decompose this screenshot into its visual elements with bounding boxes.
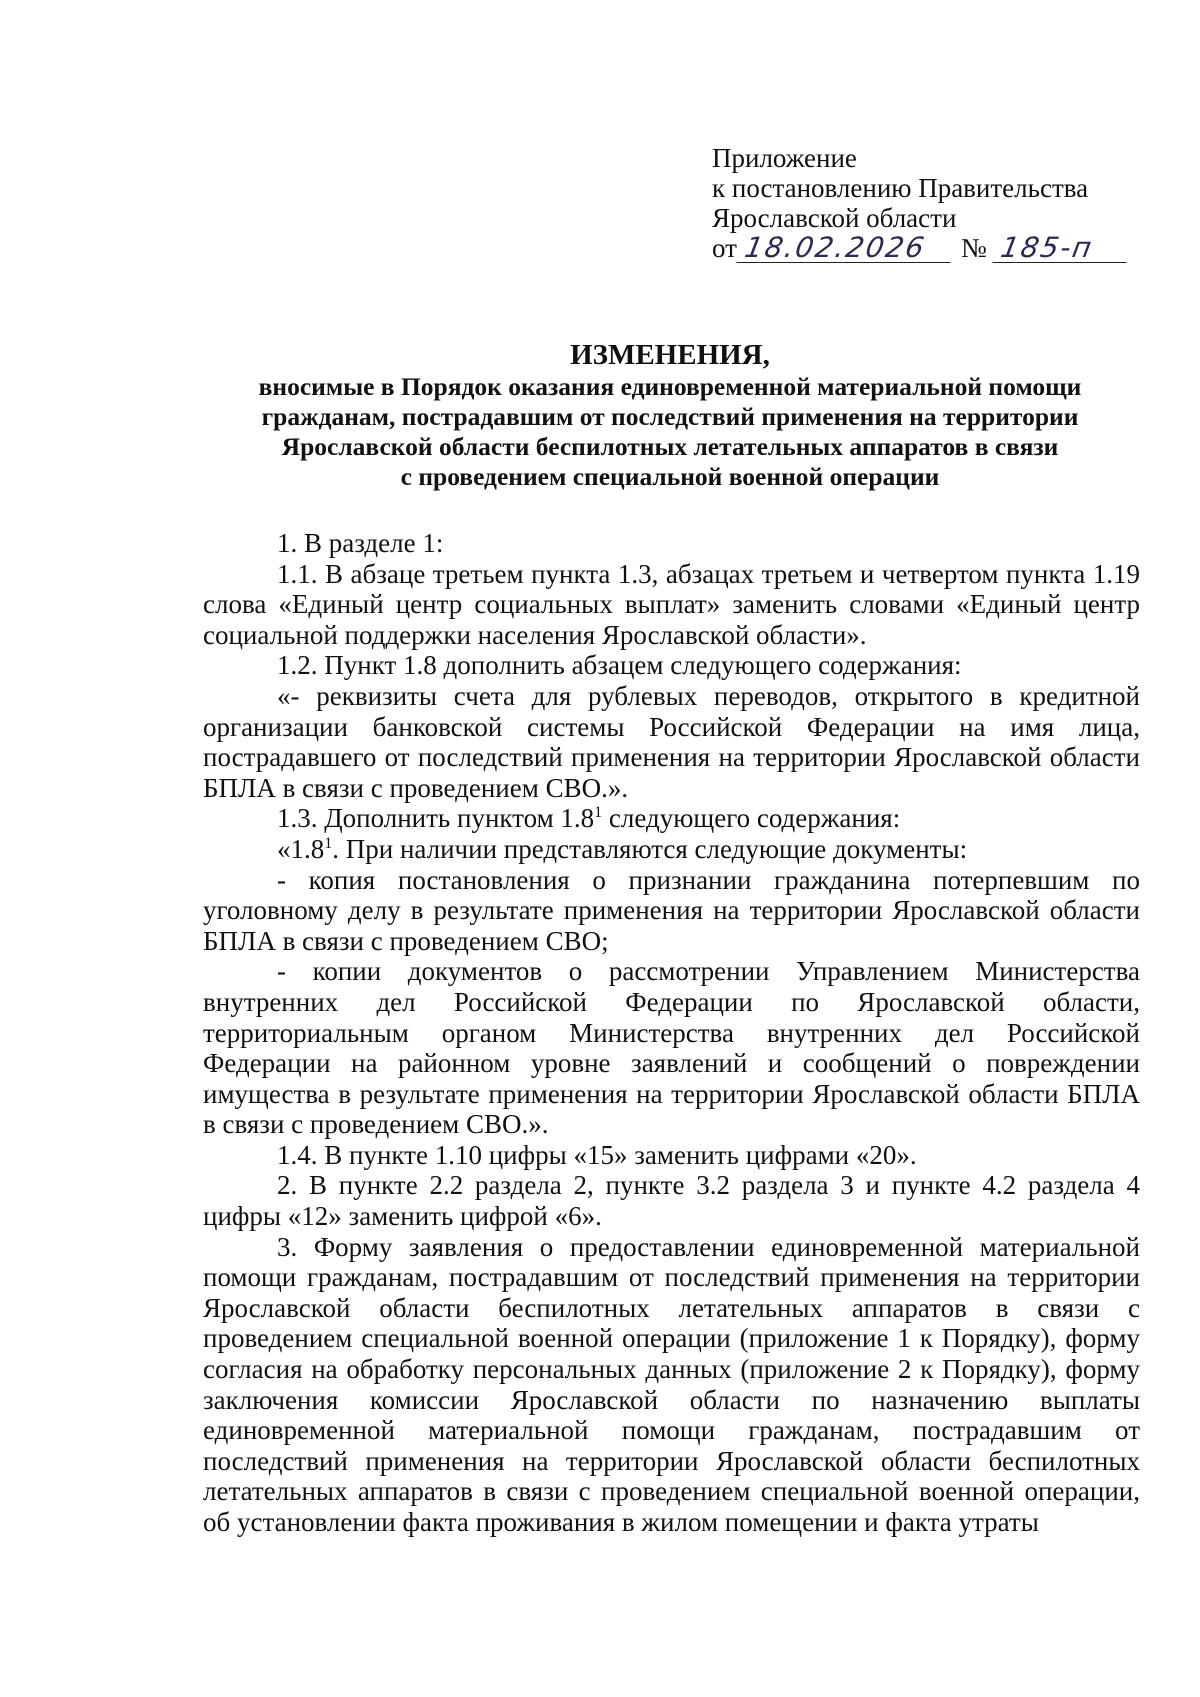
title-main: ИЗМЕНЕНИЯ, <box>570 339 770 371</box>
p5-superscript: 1 <box>594 804 603 822</box>
paragraph-1-2: 1.2. Пункт 1.8 дополнить абзацем следующего содержания: <box>277 650 962 681</box>
paragraph-new-requisites: «- реквизиты счета для рублевых переводов, открытого в кредитной организации банковской системы Российской Федерации на имя лица, пострадавшего от последствий применения на территории Ярославской области БПЛА в связи с проведением СВО.». <box>203 680 1140 803</box>
region-name: Ярославской области <box>712 203 957 233</box>
appendix-label: Приложение <box>712 143 857 173</box>
paragraph-section-1: 1. В разделе 1: <box>277 528 444 558</box>
date-number-line <box>712 233 1129 263</box>
p5-text-a: 1.3. Дополнить пунктом 1.8 <box>277 803 595 834</box>
title-subline: вносимые в Порядок оказания единовременной материальной помощи <box>258 372 1082 401</box>
title-subline: Ярославской области беспилотных летательных аппаратов в связи <box>281 432 1059 461</box>
document-title <box>150 338 1190 492</box>
paragraph-doc-copy-2: - копии документов о рассмотрении Управлением Министерства внутренних дел Российской Федерации по Ярославской области, территориальным органом Министерства внутренних дел Российской Федерации на районном уровне заявлений и сообщений о повреждении имущества в результате применения на территории Ярославской области БПЛА в связи с проведением СВО.». <box>203 956 1140 1140</box>
handwritten-number: 185-п <box>992 234 1131 263</box>
number-label: № <box>960 233 987 263</box>
paragraph-1-3 <box>203 803 1140 834</box>
appendix-header <box>712 143 1129 263</box>
document-body <box>203 528 1140 1538</box>
paragraph-1-1: 1.1. В абзаце третьем пункта 1.3, абзацах третьем и четвертом пункта 1.19 слова «Единый центр социальных выплат» заменить словами «Единый центр социальной поддержки населения Ярославской области». <box>203 558 1140 650</box>
paragraph-1-4: 1.4. В пункте 1.10 цифры «15» заменить цифрами «20». <box>277 1139 917 1170</box>
p6-text-a: «1.8 <box>277 833 325 864</box>
title-subline: с проведением специальной военной операции <box>400 462 940 491</box>
paragraph-3: 3. Форму заявления о предоставлении единовременной материальной помощи гражданам, пострадавшим от последствий применения на территории Ярославской области беспилотных летательных аппаратов в связи с проведением специальной военной операции (приложение 1 к Порядку), форму согласия на обработку персональных данных (приложение 2 к Порядку), форму заключения комиссии Ярославской области по назначению выплаты единовременной материальной помощи гражданам, пострадавшим от последствий применения на территории Ярославской области беспилотных летательных аппаратов в связи с проведением специальной военной операции, об установлении факта проживания в жилом помещении и факта утраты <box>203 1231 1140 1537</box>
p5-text-b: следующего содержания: <box>602 803 901 834</box>
paragraph-1-8-1 <box>203 834 1140 865</box>
paragraph-doc-copy-1: - копия постановления о признании гражданина потерпевшим по уголовному делу в результате применения на территории Ярославской области БПЛА в связи с проведением СВО; <box>203 864 1140 956</box>
handwritten-date: 18.02.2026 <box>736 234 955 263</box>
p6-superscript: 1 <box>324 834 333 852</box>
from-label: от <box>712 233 737 263</box>
p6-text-b: . При наличии представляются следующие документы: <box>332 833 968 864</box>
resolution-ref: к постановлению Правительства <box>712 173 1089 203</box>
title-subline: гражданам, пострадавшим от последствий применения на территории <box>261 402 1079 431</box>
paragraph-2: 2. В пункте 2.2 раздела 2, пункте 3.2 раздела 3 и пункте 4.2 раздела 4 цифры «12» заменить цифрой «6». <box>203 1170 1140 1232</box>
